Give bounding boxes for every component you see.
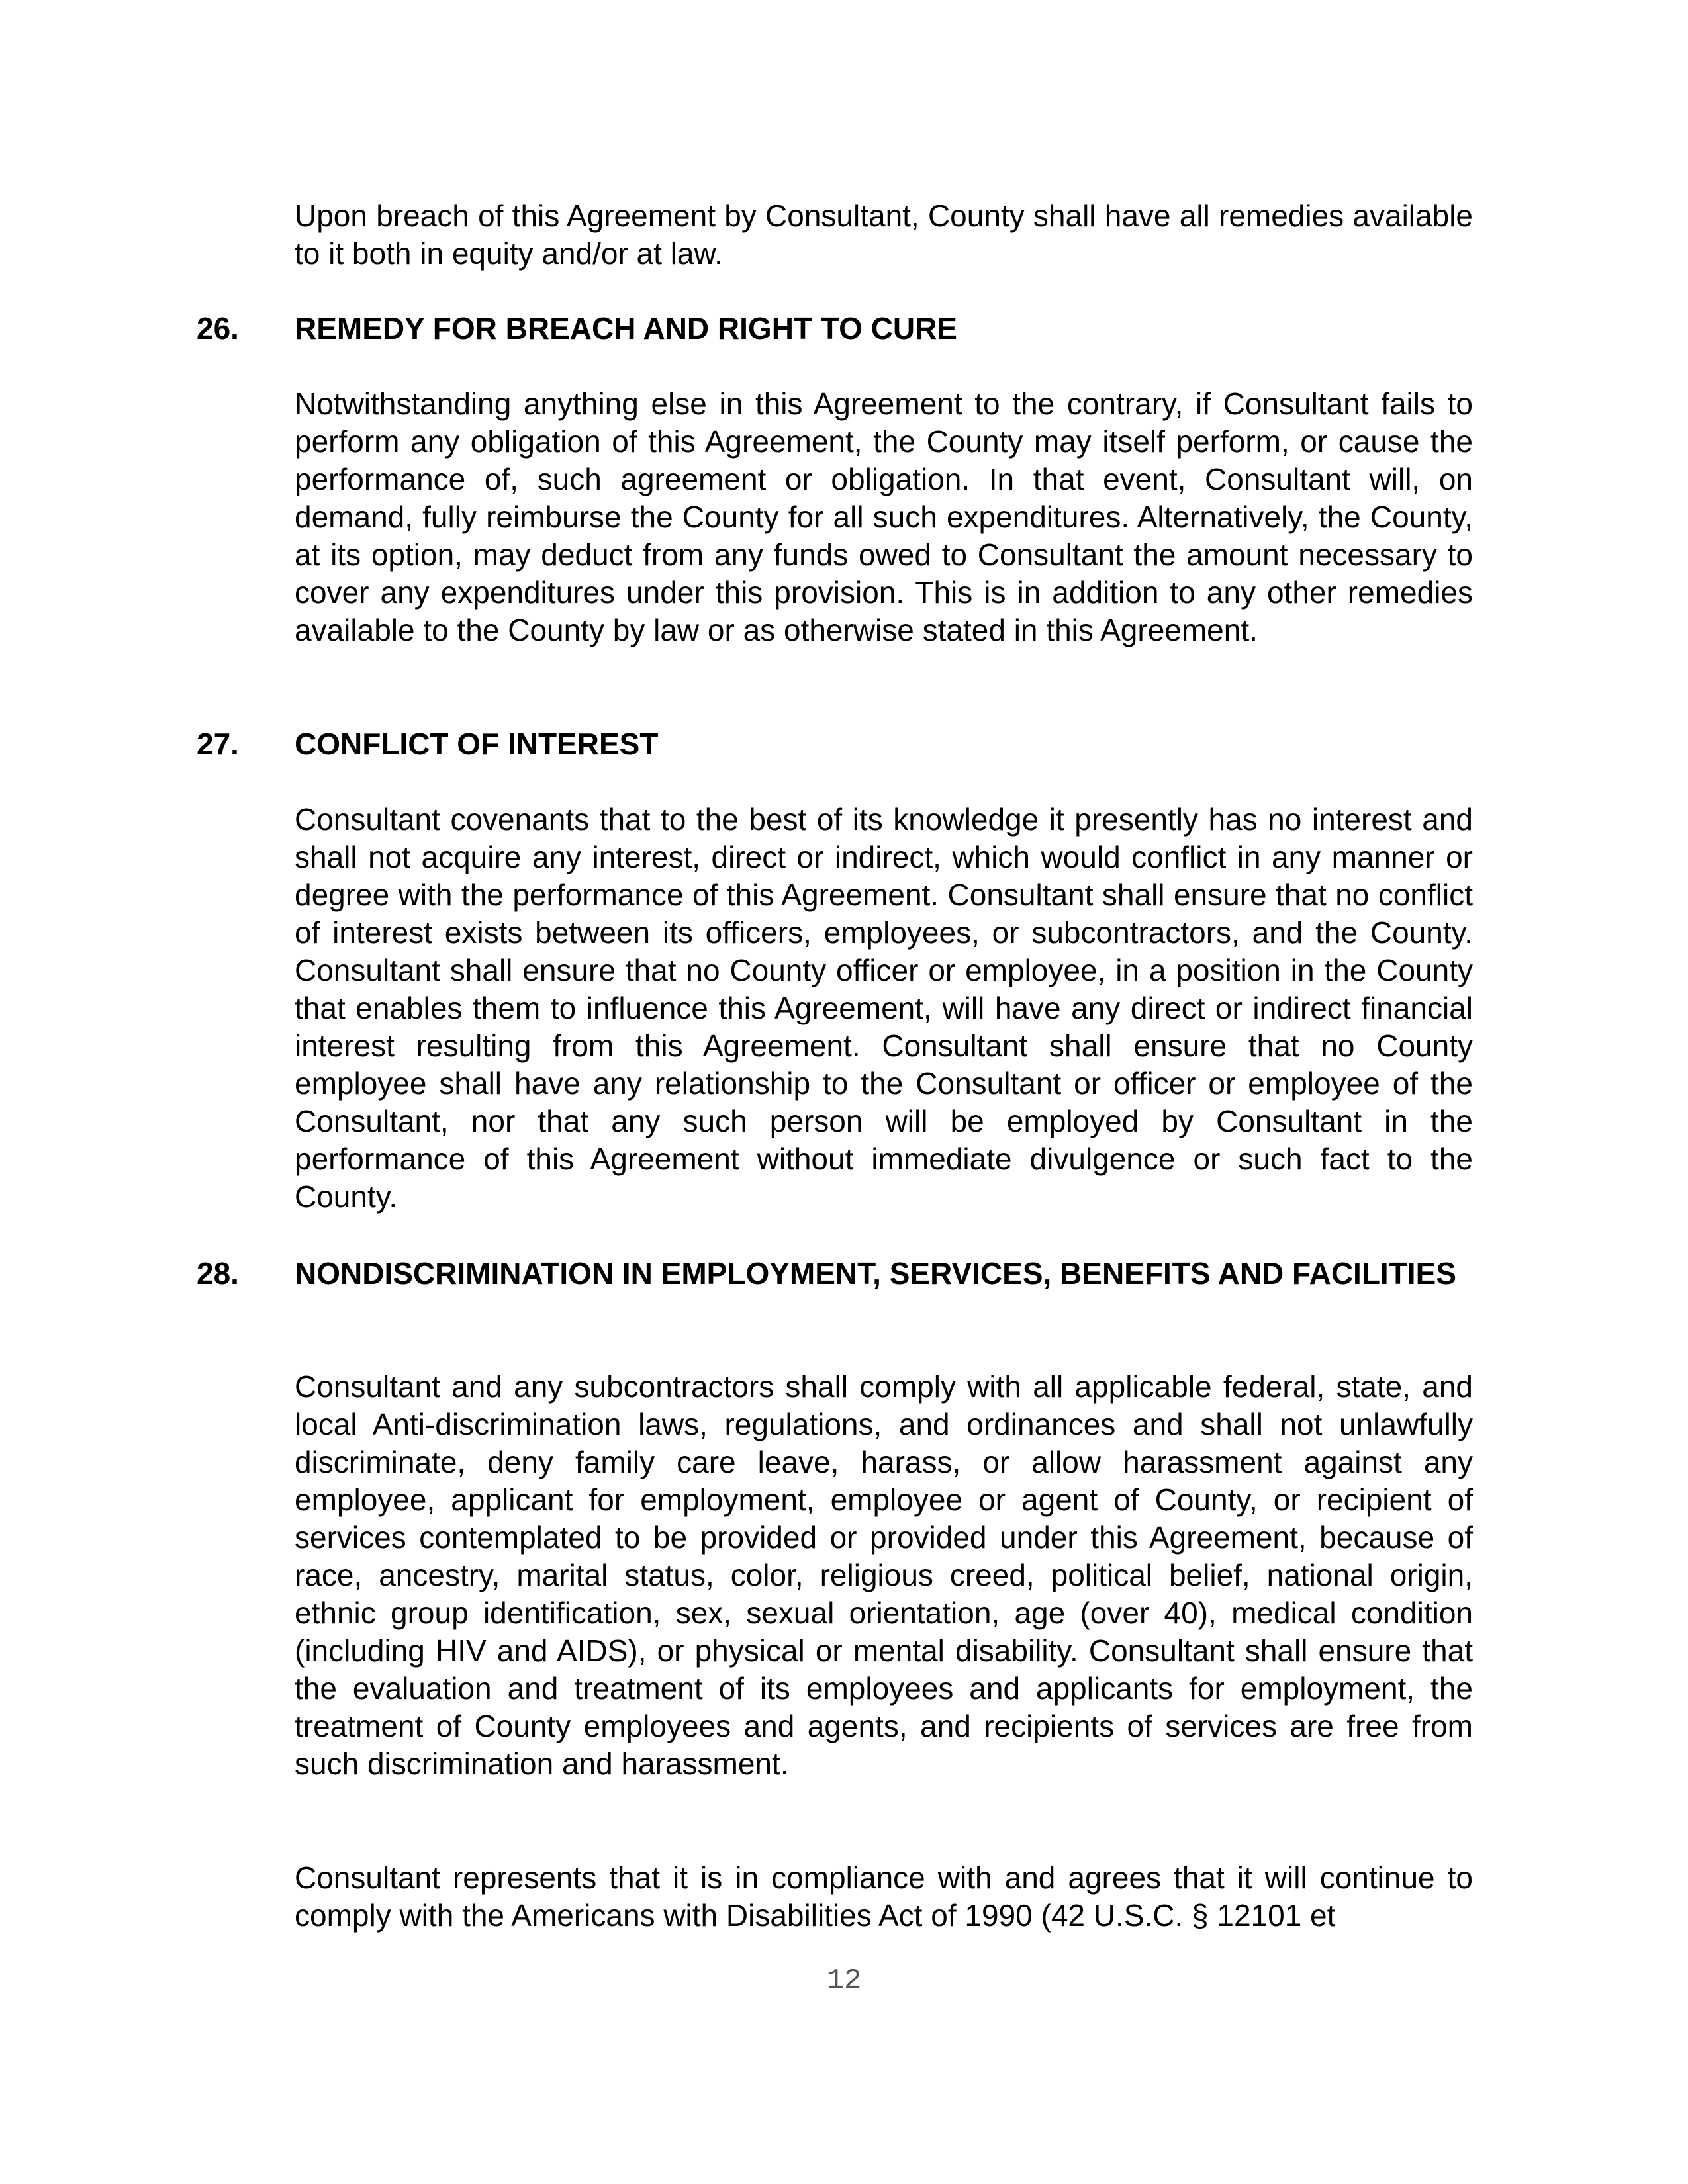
section-title: CONFLICT OF INTEREST bbox=[295, 727, 659, 761]
section-28-paragraph-1: Consultant and any subcontractors shall comply with all applicable federal, state, and local Anti-discrimination laws, regulations, and ordinances and shall not unlawfully discriminate, deny family care leave, harass, or allow harassment against any employee, applicant for employment, employee or agent of County, or recipient of services contemplated to be provided or provided under this Agreement, because of race, ancestry, marital status, color, religious creed, political belief, national origin, ethnic group identification, sex, sexual orientation, age (over 40), medical condition (including HIV and AIDS), or physical or mental disability. Consultant shall ensure that the evaluation and treatment of its employees and applicants for employment, the treatment of County employees and agents, and recipients of services are free from such discrimination and harassment. bbox=[295, 1369, 1473, 1781]
intro-paragraph: Upon breach of this Agreement by Consultant, County shall have all remedies available to it both in equity and/or at law. bbox=[295, 199, 1473, 271]
section-27-paragraph: Consultant covenants that to the best of its knowledge it presently has no interest and shall not acquire any interest, direct or indirect, which would conflict in any manner or degree with the performance of this Agreement. Consultant shall ensure that no conflict of interest exists between its officers, employees, or subcontractors, and the County. Consultant shall ensure that no County officer or employee, in a position in the County that enables them to influence this Agreement, will have any direct or indirect financial interest resulting from this Agreement. Consultant shall ensure that no County employee shall have any relationship to the Consultant or officer or employee of the Consultant, nor that any such person will be employed by Consultant in the performance of this Agreement without immediate divulgence or such fact to the County. bbox=[295, 802, 1473, 1214]
section-title: NONDISCRIMINATION IN EMPLOYMENT, SERVICES, BENEFITS AND FACILITIES bbox=[295, 1256, 1456, 1291]
section-title: REMEDY FOR BREACH AND RIGHT TO CURE bbox=[295, 311, 957, 345]
section-26-paragraph: Notwithstanding anything else in this Agreement to the contrary, if Consultant fails to perform any obligation of this Agreement, the County may itself perform, or cause the performance of, such agreement or obligation. In that event, Consultant will, on demand, fully reimburse the County for all such expenditures. Alternatively, the County, at its option, may deduct from any funds owed to Consultant the amount necessary to cover any expenditures under this provision. This is in addition to any other remedies available to the County by law or as otherwise stated in this Agreement. bbox=[295, 387, 1473, 647]
section-number: 27. bbox=[197, 727, 239, 761]
page-number: 12 bbox=[826, 1964, 862, 1997]
section-number: 28. bbox=[197, 1256, 239, 1291]
section-number: 26. bbox=[197, 311, 239, 345]
section-28-paragraph-2: Consultant represents that it is in compliance with and agrees that it will continue to comply with the Americans with Disabilities Act of 1990 (42 U.S.C. § 12101 et bbox=[295, 1860, 1473, 1933]
